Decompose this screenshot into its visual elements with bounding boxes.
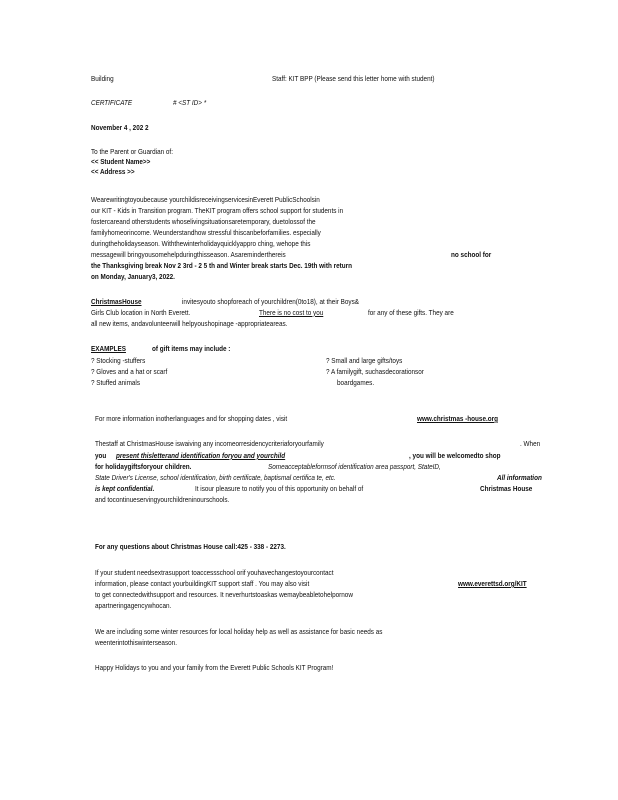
- para7-line2: weenterintothiswinterseason.: [95, 638, 177, 647]
- para1-line5: duringtheholidayseason. Withthewinterholidayquicklyappro ching, wehope this: [91, 239, 311, 248]
- example-item: ? Small and large gifts/toys: [326, 356, 403, 365]
- staff-note: Staff: KIT BPP (Please send this letter home with student): [272, 74, 435, 83]
- para1-line7: the Thanksgiving break Nov 2 3rd - 2 5 th and Winter break starts Dec. 19th with return: [91, 261, 352, 270]
- para4-line6: and tocontinueservingyourchildreninourschools.: [95, 495, 230, 504]
- confidential-text: is kept confidential.: [95, 484, 155, 493]
- para4-line4: State Driver's License, school identification, birth certificate, baptismal certifica te, etc.: [95, 473, 336, 482]
- present-letter-text: present thisletterand identification foryou and yourchild: [116, 451, 286, 460]
- no-cost-text: There is no cost to you: [259, 308, 324, 317]
- student-name-field: << Student Name>>: [91, 157, 151, 166]
- para6-line1: If your student needsextrasupport toaccessschool orif youhavechangestoyourcontact: [95, 568, 334, 577]
- example-item: ? Stuffed animals: [91, 378, 141, 387]
- christmas-house-link[interactable]: www.christmas -house.org: [417, 414, 499, 423]
- christmas-house-name: ChristmasHouse: [91, 297, 142, 306]
- questions-line: For any questions about Christmas House call:425 - 338 - 2273.: [95, 542, 286, 551]
- building-label: Building: [91, 74, 114, 83]
- para4-line1: Thestaff at ChristmasHouse iswaiving any incomeorresidencycriteriaforyourfamily: [95, 439, 324, 448]
- para3-text: For more information inotherlanguages and for shopping dates , visit: [95, 414, 288, 423]
- para1-line8: on Monday, January3, 2022.: [91, 272, 175, 281]
- para2-line2: Girls Club location in North Everett.: [91, 308, 191, 317]
- para1-line6: messagewill bringyousomehelpduringthisseason. Asareminderthereis: [91, 250, 286, 259]
- student-id-field: # <ST ID> *: [173, 98, 207, 107]
- all-info-text: All information: [497, 473, 542, 482]
- example-item: ? Gloves and a hat or scarf: [91, 367, 168, 376]
- examples-subheading: of gift items may include :: [152, 344, 231, 353]
- letter-date: November 4 , 202 2: [91, 123, 149, 132]
- para1-line3: fostercareand otherstudents whoselivingsituationsaretemporary, duetolossof the: [91, 217, 316, 226]
- christmas-house-bold: Christmas House: [480, 484, 533, 493]
- para4-line1-end: . When: [520, 439, 541, 448]
- para2-line2-end: for any of these gifts. They are: [368, 308, 454, 317]
- para4-line2-end: , you will be welcomedto shop: [409, 451, 501, 460]
- example-item: ? Stocking -stuffers: [91, 356, 146, 365]
- para1-line2: our KIT - Kids in Transition program. TheKIT program offers school support for students in: [91, 206, 344, 215]
- examples-heading: EXAMPLES: [91, 344, 126, 353]
- example-item: boardgames.: [337, 378, 375, 387]
- para6-line3: to get connectedwithsupport and resources. It neverhurtstoaskas wemaybeabletohelpornow: [95, 590, 353, 599]
- everettsd-link[interactable]: www.everettsd.org/KIT: [458, 579, 527, 588]
- para1-line1: Wearewritingtoyoubecause yourchildisreceivingservicesinEverett PublicSchoolsin: [91, 195, 320, 204]
- address-field: << Address >>: [91, 167, 135, 176]
- example-item: ? A familygift, suchasdecorationsor: [326, 367, 424, 376]
- para4-line5: It isour pleasure to notify you of this opportunity on behalf of: [195, 484, 364, 493]
- closing-line: Happy Holidays to you and your family from the Everett Public Schools KIT Program!: [95, 663, 334, 672]
- para7-line1: We are including some winter resources for local holiday help as well as assistance for basic needs as: [95, 627, 383, 636]
- certificate-label: CERTIFICATE: [91, 98, 133, 107]
- para2-line1: invitesyouto shopforeach of yourchildren(0to18), at their Boys&: [182, 297, 360, 306]
- para4-line3-start: for holidaygiftsforyour children.: [95, 462, 192, 471]
- para6-line4: apartneringagencywhocan.: [95, 601, 172, 610]
- para2-line3: all new items, andavolunteerwill helpyoushopinage -appropriateareas.: [91, 319, 288, 328]
- para4-line2-start: you: [95, 451, 107, 460]
- para6-line2: information, please contact yourbuildingKIT support staff . You may also visit: [95, 579, 310, 588]
- para1-line4: familyhomeorincome. Weunderstandhow stressful thiscanbeforfamilies. especially: [91, 228, 321, 237]
- no-school-text: no school for: [451, 250, 492, 259]
- para4-line3-end: Someacceptableformsof identification area passport, StateID,: [268, 462, 441, 471]
- salutation-line: To the Parent or Guardian of:: [91, 147, 173, 156]
